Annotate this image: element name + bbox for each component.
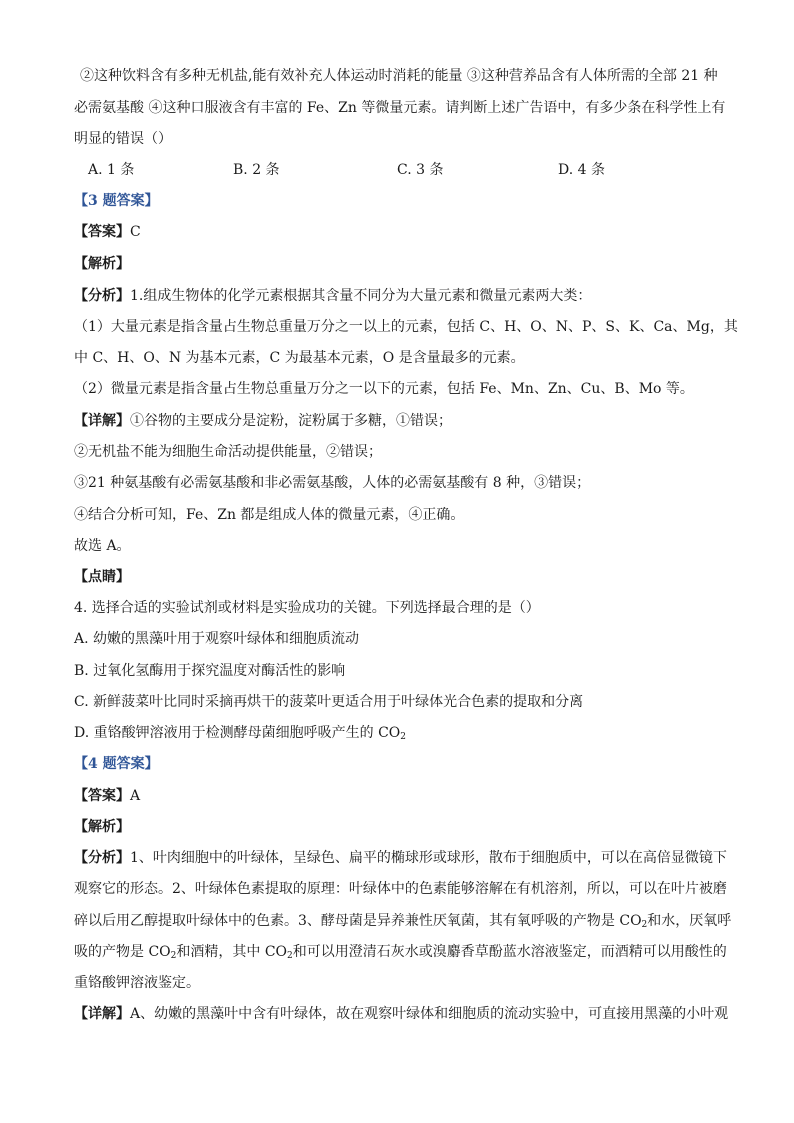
subscript-2: 2 — [170, 951, 177, 961]
q4-option-a: A. 幼嫩的黑藻叶用于观察叶绿体和细胞质流动 — [74, 631, 360, 647]
fenxi-line3-a: 碎以后用乙醇提取叶绿体中的色素。3、酵母菌是异养兼性厌氧菌，其有氧呼吸的产物是 CO — [74, 913, 642, 929]
q3-p1-line2: 中 C、H、O、N 为基本元素，C 为最基本元素，O 是含量最多的元素。 — [74, 350, 525, 366]
q3-detail-3: ③21 种氨基酸有必需氨基酸和非必需氨基酸，人体的必需氨基酸有 8 种，③错误； — [74, 475, 591, 491]
q3-analysis-header: 【解析】 — [74, 256, 130, 272]
answer-label: 【答案】 — [74, 224, 130, 240]
q3-answer — [74, 222, 724, 242]
q3-option-b: B. 2 条 — [233, 162, 280, 178]
xiangjie-text: A、幼嫩的黑藻叶中含有叶绿体，故在观察叶绿体和细胞质的流动实验中，可直接用黑藻的小叶观 — [130, 1006, 729, 1022]
q4-fenxi-line3 — [74, 911, 732, 931]
q4-xiangjie — [74, 1004, 729, 1024]
q3-stem-line1: ②这种饮料含有多种无机盐,能有效补充人体运动时消耗的能量 ③这种营养品含有人体所需的全部 21 种 — [80, 68, 718, 84]
q3-stem-line2: 必需氨基酸 ④这种口服液含有丰富的 Fe、Zn 等微量元素。请判断上述广告语中，有多少条在科学性上有 — [74, 100, 726, 116]
fenxi-label: 【分析】 — [74, 850, 130, 866]
q4-fenxi-line2: 观察它的形态。2、叶绿体色素提取的原理：叶绿体中的色素能够溶解在有机溶剂，所以，可以在叶片被磨 — [74, 881, 727, 897]
fenxi-text: 1、叶肉细胞中的叶绿体，呈绿色、扁平的椭球形或球形，散布于细胞质中，可以在高倍显微镜下 — [130, 850, 727, 866]
fenxi-line4-c: 和可以用澄清石灰水或溴麝香草酚蓝水溶液鉴定，而酒精可以用酸性的 — [292, 944, 727, 960]
xiangjie-label: 【详解】 — [74, 413, 130, 429]
q4-answer-header: 【4 题答案】 — [74, 756, 159, 772]
fenxi-line4-a: 吸的产物是 CO — [74, 944, 171, 960]
answer-label: 【答案】 — [74, 788, 130, 804]
subscript-2: 2 — [641, 920, 648, 930]
q4-option-d — [74, 723, 724, 743]
subscript-2: 2 — [400, 732, 406, 742]
q4-analysis-header: 【解析】 — [74, 819, 130, 835]
q3-stem-line3: 明显的错误（） — [74, 131, 172, 147]
subscript-2: 2 — [287, 951, 293, 961]
xiangjie-text: ①谷物的主要成分是淀粉，淀粉属于多糖，①错误； — [130, 413, 452, 429]
fenxi-text: 1.组成生物体的化学元素根据其含量不同分为大量元素和微量元素两大类： — [130, 288, 592, 304]
q3-xiangjie — [74, 411, 724, 431]
fenxi-line4-b: 和酒精，其中 CO — [176, 944, 288, 960]
q4-fenxi-line1 — [74, 848, 727, 868]
q4-fenxi-line4 — [74, 942, 727, 962]
xiangjie-label: 【详解】 — [74, 1006, 130, 1022]
q3-p2-line1: （2）微量元素是指含量占生物总重量万分之一以下的元素，包括 Fe、Mn、Zn、Cu、B、Mo 等。 — [74, 381, 694, 397]
fenxi-label: 【分析】 — [74, 288, 130, 304]
q3-option-a: A. 1 条 — [88, 162, 135, 178]
q3-conclusion: 故选 A。 — [74, 538, 131, 554]
q3-dianjing: 【点睛】 — [74, 569, 130, 585]
q3-p1-line1: （1）大量元素是指含量占生物总重量万分之一以上的元素，包括 C、H、O、N、P、S、K、Ca、Mg，其 — [74, 319, 738, 335]
q3-option-c: C. 3 条 — [397, 162, 444, 178]
q4-option-b: B. 过氧化氢酶用于探究温度对酶活性的影响 — [74, 663, 346, 679]
fenxi-line3-b: 和水，厌氧呼 — [647, 913, 732, 929]
q3-detail-4: ④结合分析可知，Fe、Zn 都是组成人体的微量元素，④正确。 — [74, 507, 465, 523]
answer-value: A — [130, 788, 141, 804]
q3-option-d: D. 4 条 — [558, 162, 605, 178]
q3-detail-2: ②无机盐不能为细胞生命活动提供能量，②错误； — [74, 444, 382, 460]
answer-value: C — [130, 224, 141, 240]
q3-answer-header: 【3 题答案】 — [74, 193, 159, 209]
option-d-text: D. 重铬酸钾溶液用于检测酵母菌细胞呼吸产生的 CO — [74, 725, 401, 741]
q4-stem: 4. 选择合适的实验试剂或材料是实验成功的关键。下列选择最合理的是（） — [74, 600, 540, 616]
q3-fenxi — [74, 286, 724, 306]
q4-answer — [74, 786, 724, 806]
q4-fenxi-line5: 重铬酸钾溶液鉴定。 — [74, 975, 200, 991]
q4-option-c: C. 新鲜菠菜叶比同时采摘再烘干的菠菜叶更适合用于叶绿体光合色素的提取和分离 — [74, 694, 584, 710]
